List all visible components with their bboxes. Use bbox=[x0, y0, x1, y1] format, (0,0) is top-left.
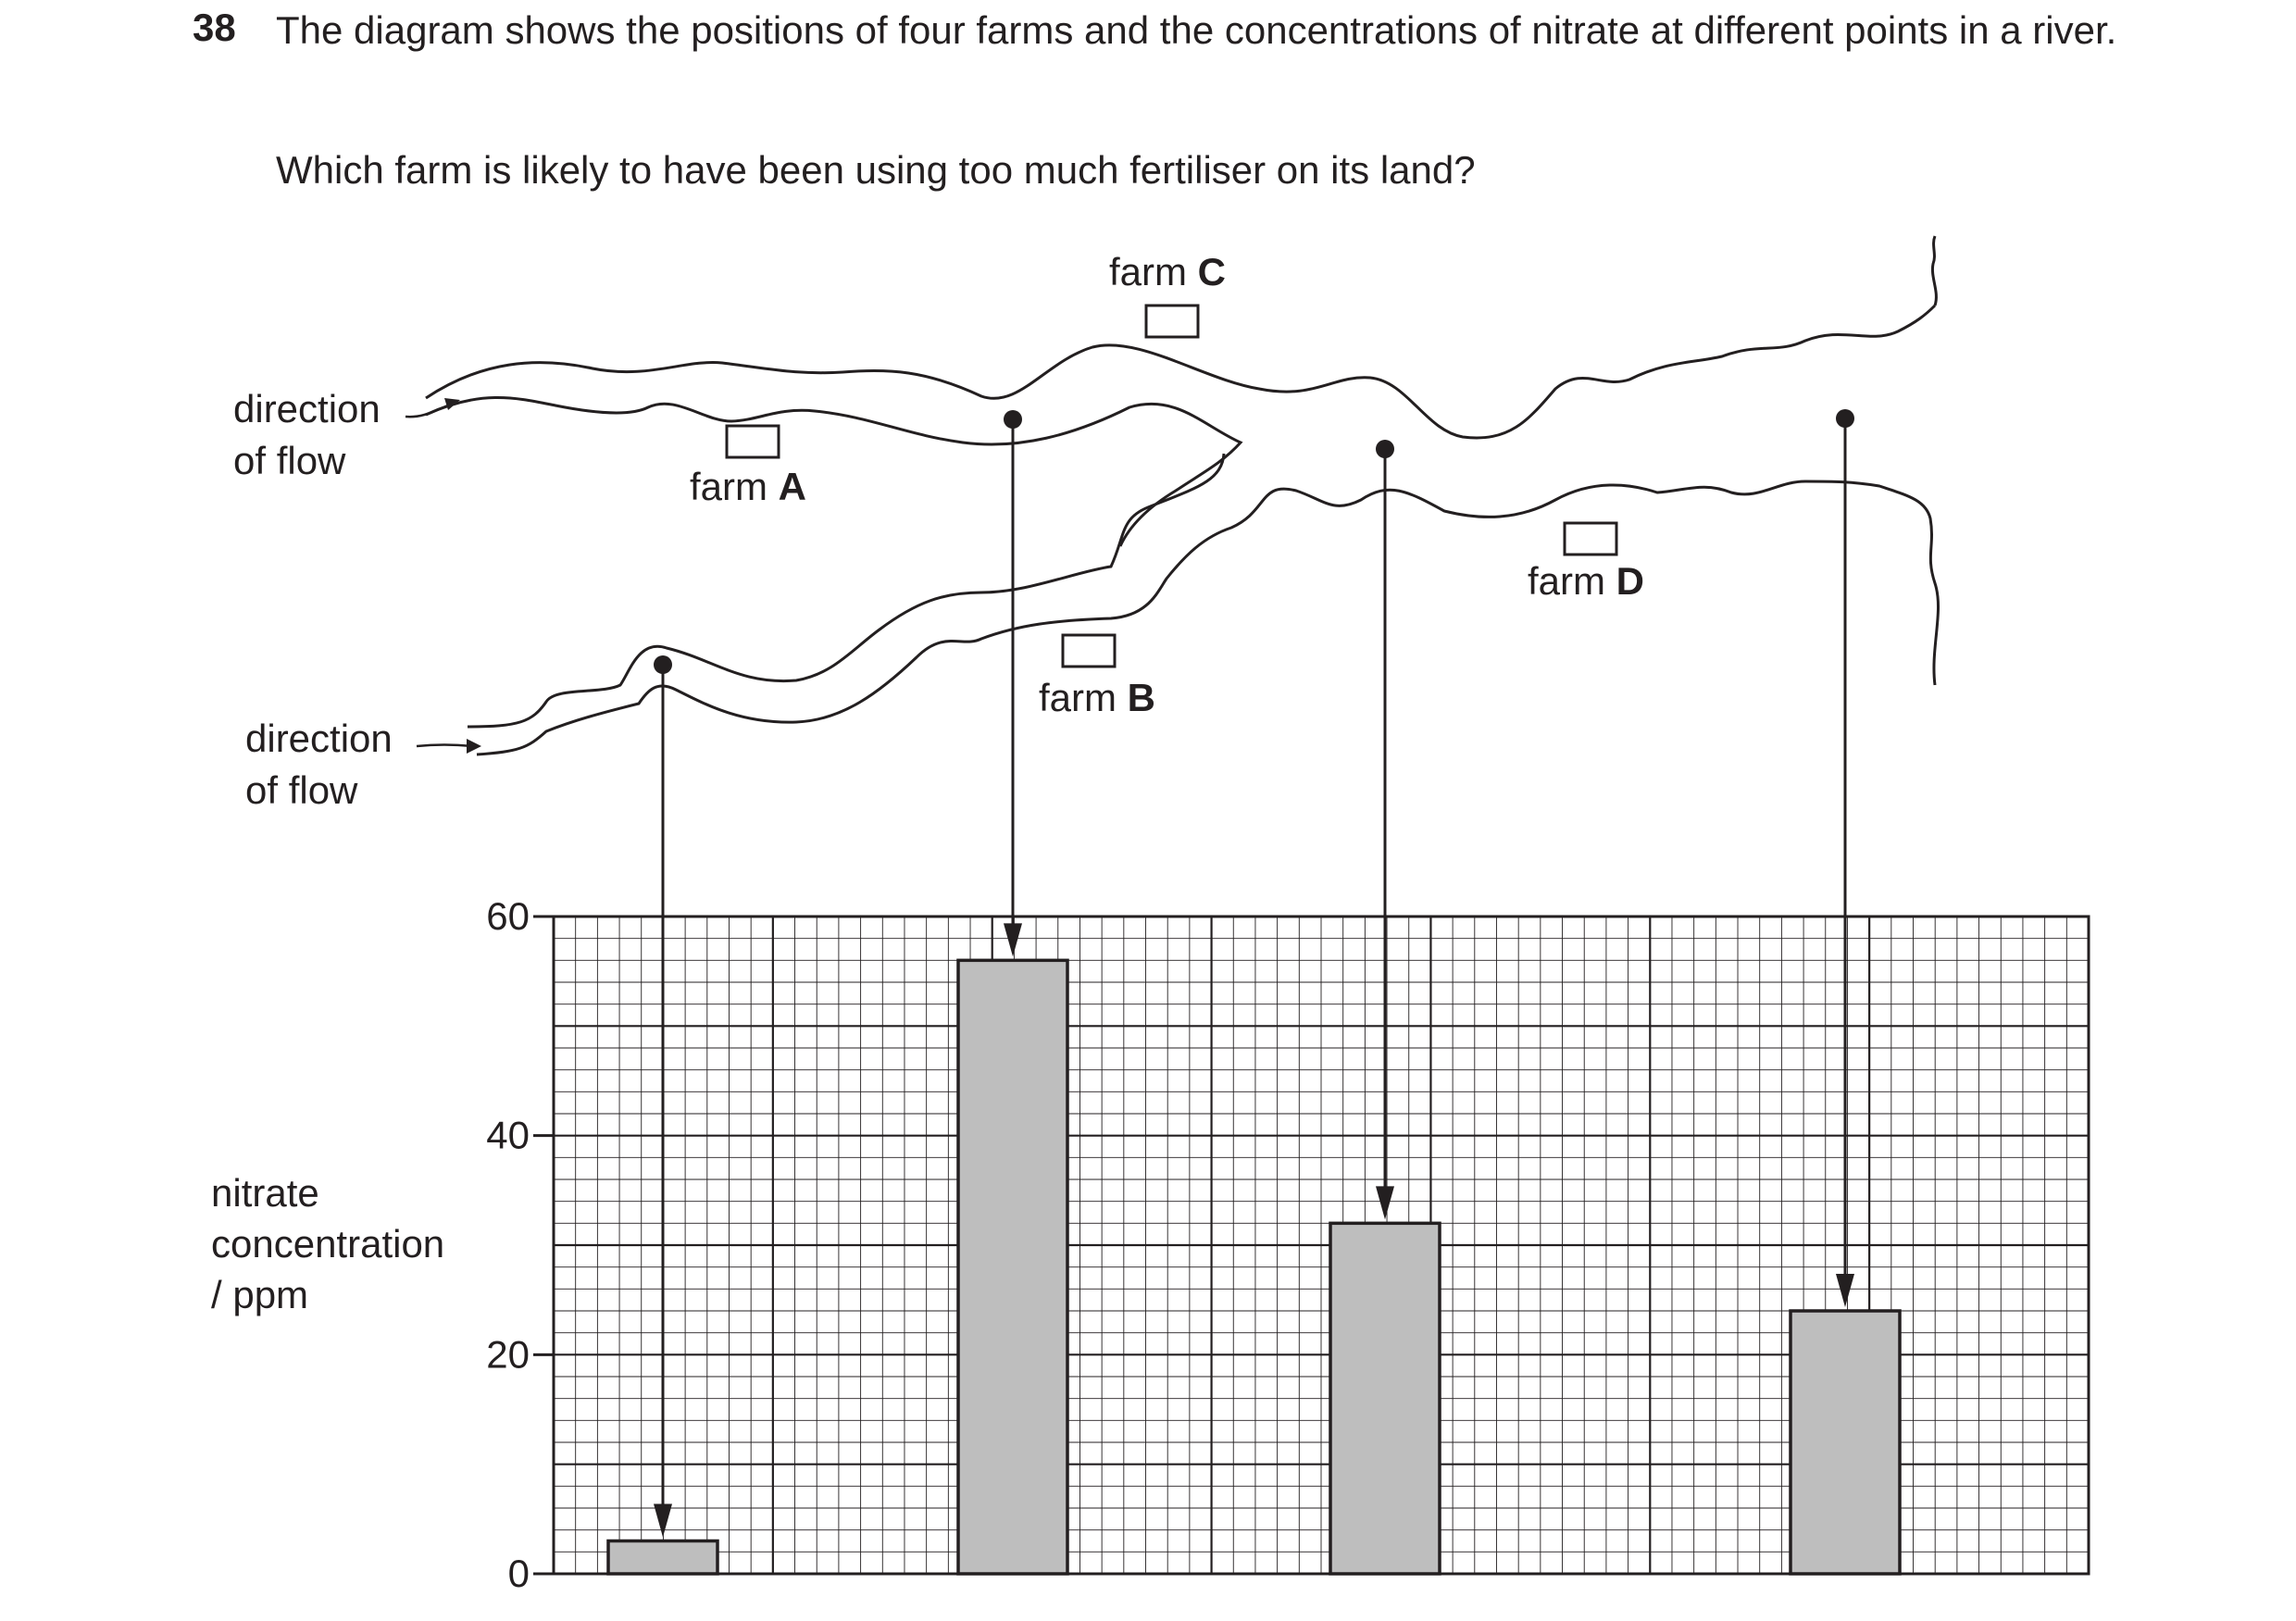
y-tick-label: 40 bbox=[486, 1113, 530, 1157]
y-tick-label: 60 bbox=[486, 894, 530, 938]
bar bbox=[958, 960, 1067, 1574]
flow-arrow-top bbox=[406, 398, 460, 417]
sample-arrow-head bbox=[1004, 923, 1022, 956]
y-tick-label: 0 bbox=[507, 1552, 530, 1595]
flow-label-bottom: direction of flow bbox=[245, 717, 393, 812]
sample-arrow-head bbox=[1836, 1274, 1854, 1307]
flow-label-top: direction of flow bbox=[233, 387, 381, 482]
sample-point-arrows bbox=[654, 409, 1854, 1538]
sample-arrow-head bbox=[654, 1504, 672, 1538]
sample-arrow-head bbox=[1376, 1186, 1394, 1219]
y-axis bbox=[486, 894, 554, 1595]
lower-river bbox=[468, 454, 1939, 754]
farm-a-label: farm A bbox=[690, 465, 807, 508]
farm-b-label: farm B bbox=[1039, 676, 1156, 719]
farm-b-box bbox=[1063, 635, 1115, 667]
farm-a-box bbox=[727, 426, 779, 457]
y-tick-label: 20 bbox=[486, 1332, 530, 1377]
farm-c-label: farm C bbox=[1109, 250, 1227, 293]
question-prompt: Which farm is likely to have been using too much fertiliser on its land? bbox=[276, 148, 1476, 192]
bar bbox=[608, 1541, 718, 1575]
question-number: 38 bbox=[193, 6, 236, 49]
y-axis-label: nitrate concentration / ppm bbox=[211, 1171, 445, 1316]
bar bbox=[1330, 1223, 1440, 1574]
farm-c-box bbox=[1146, 305, 1198, 337]
farm-d-label: farm D bbox=[1528, 559, 1645, 603]
flow-arrow-bottom bbox=[417, 739, 481, 754]
question-text: The diagram shows the positions of four farms and the concentrations of nitrate at different points in a river. bbox=[276, 8, 2117, 52]
bar bbox=[1791, 1311, 1900, 1574]
farm-d-box bbox=[1565, 523, 1616, 555]
